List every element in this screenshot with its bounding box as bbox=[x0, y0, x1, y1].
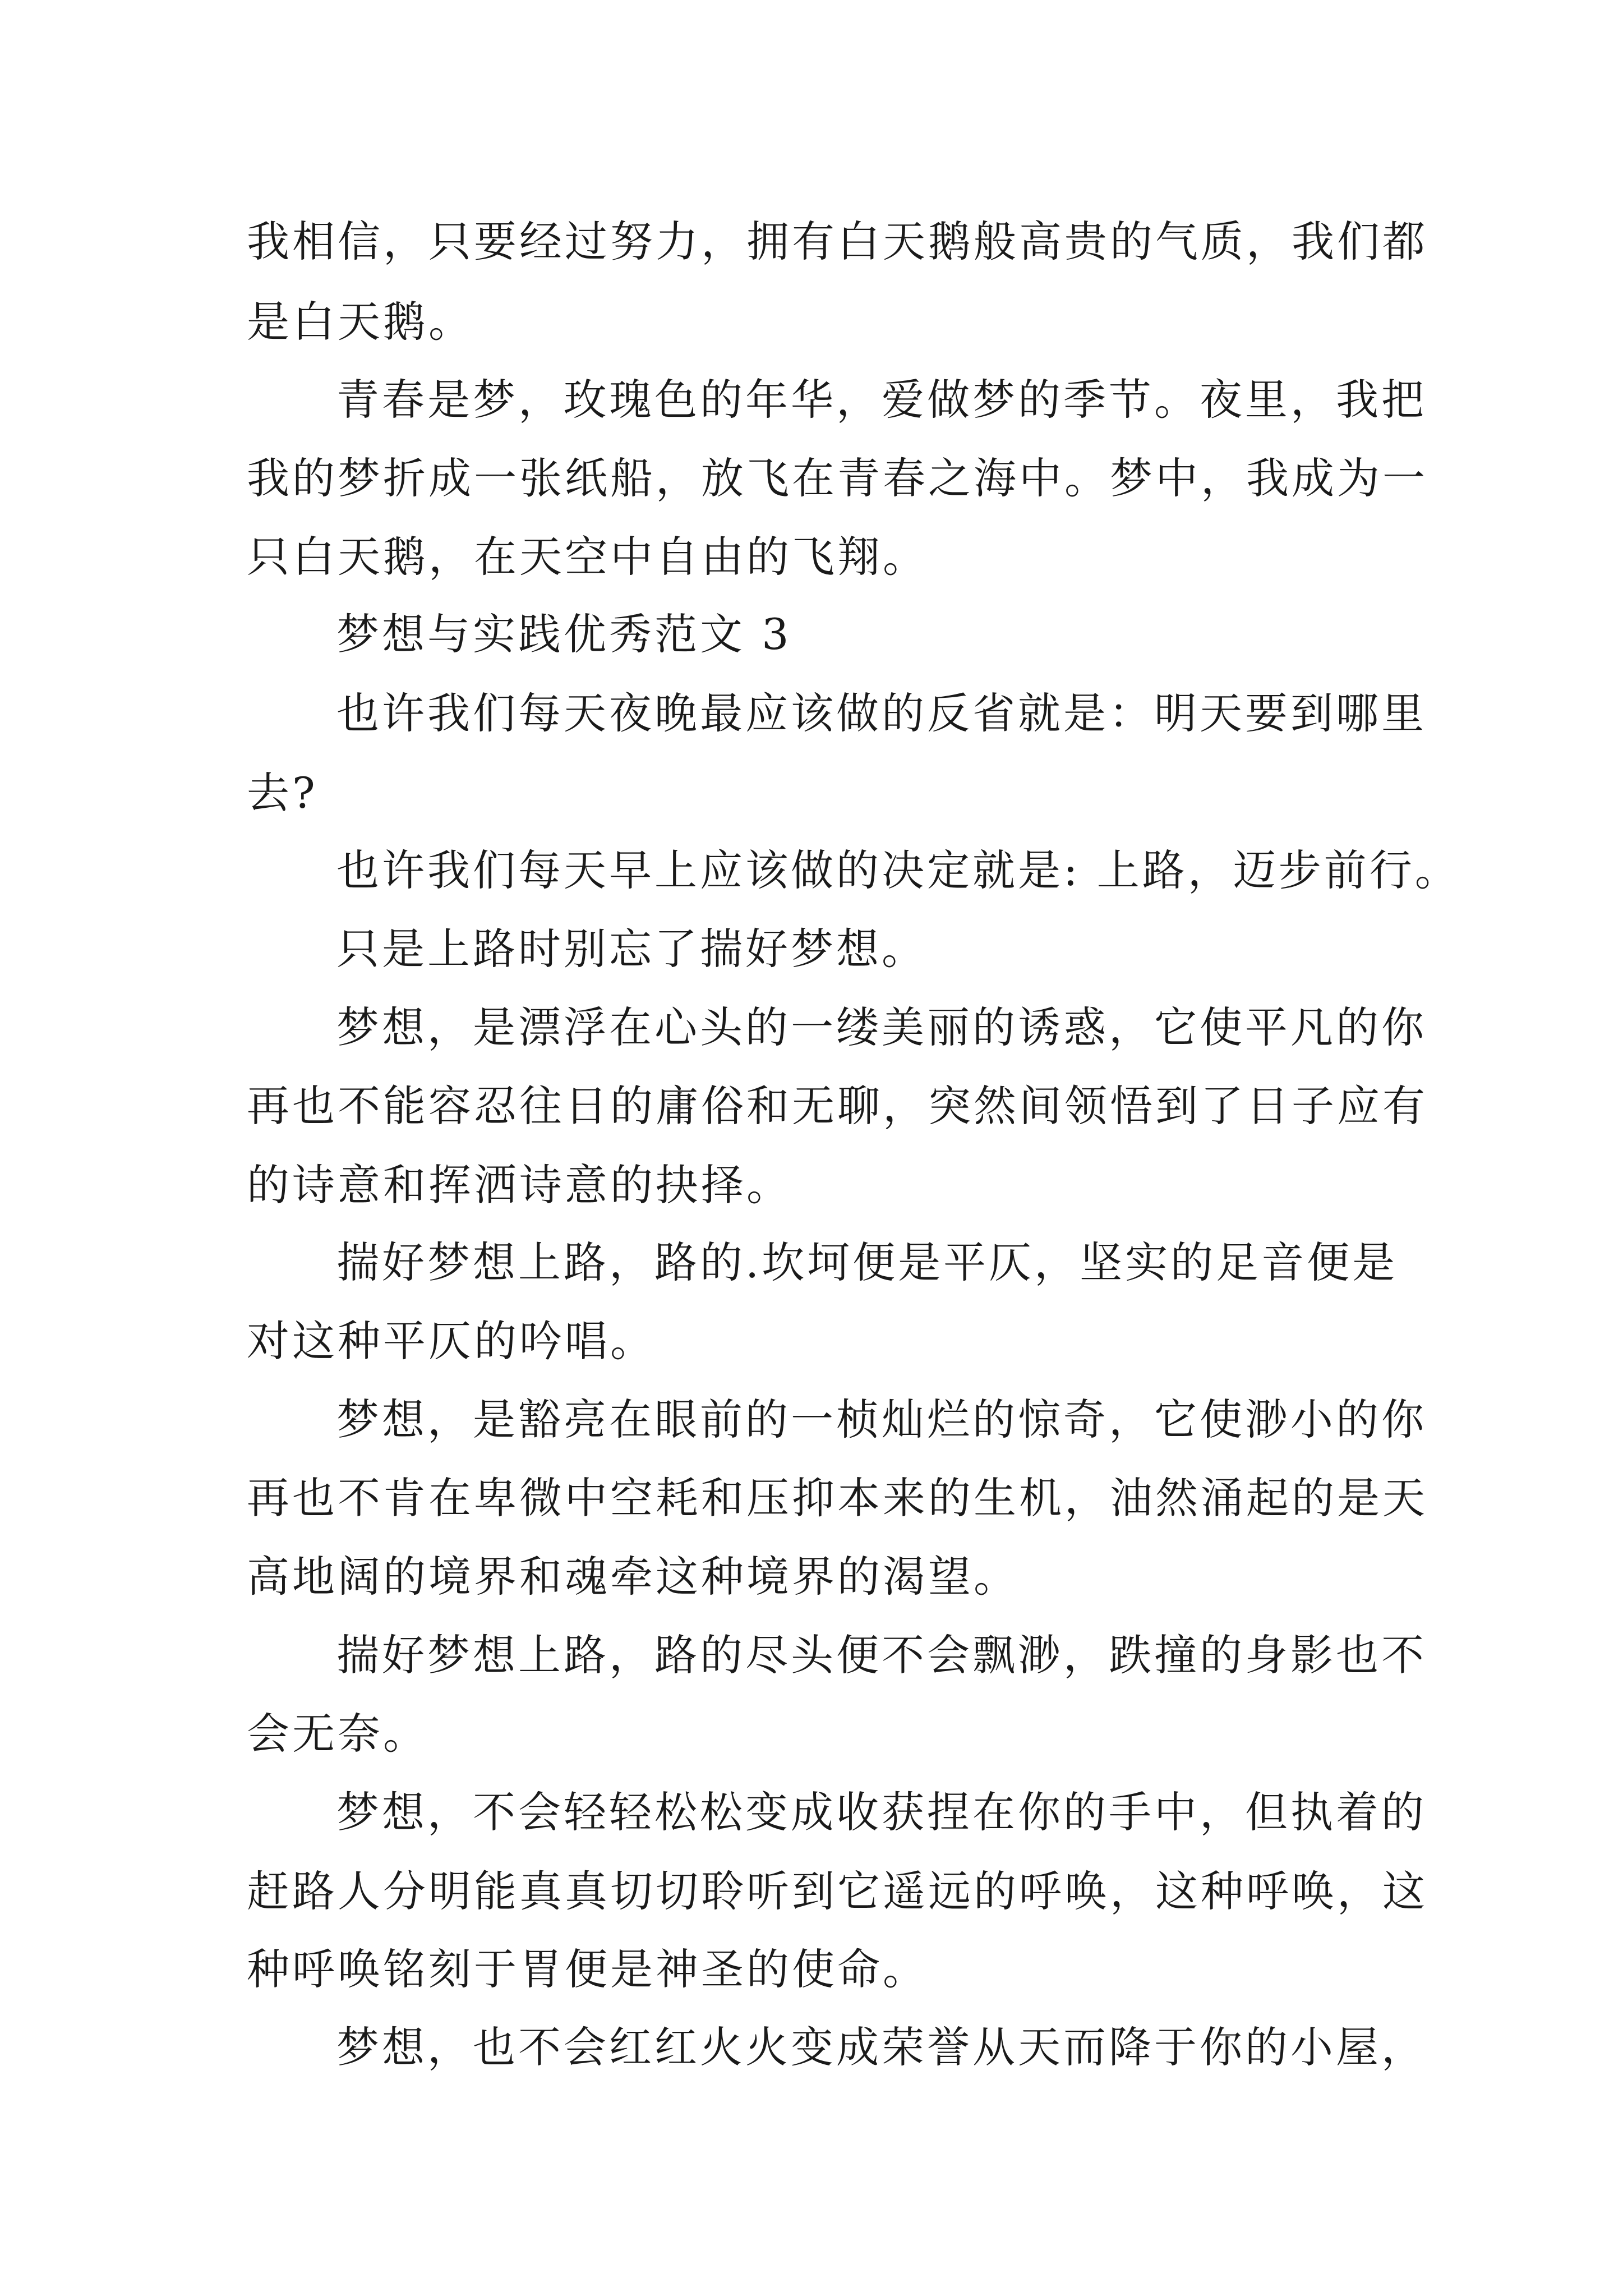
text-line: 梦想，不会轻轻松松变成收获捏在你的手中，但执着的 bbox=[336, 1787, 1427, 1837]
text-line: 只是上路时别忘了揣好梦想。 bbox=[336, 924, 927, 974]
text-line: 梦想，是漂浮在心头的一缕美丽的诱惑，它使平凡的你 bbox=[336, 1002, 1427, 1052]
text-line: 的诗意和挥洒诗意的抉择。 bbox=[247, 1160, 792, 1210]
text-line: 只白天鹅，在天空中自由的飞翔。 bbox=[247, 532, 928, 582]
text-line: 揣好梦想上路，路的尽头便不会飘渺，跌撞的身影也不 bbox=[336, 1630, 1427, 1680]
text-line: 会无奈。 bbox=[247, 1709, 428, 1759]
text-line: 高地阔的境界和魂牵这种境界的渴望。 bbox=[247, 1552, 1019, 1602]
text-line: 去? bbox=[247, 768, 318, 818]
text-line: 种呼唤铭刻于胃便是神圣的使命。 bbox=[247, 1944, 928, 1994]
text-line: 梦想，是豁亮在眼前的一桢灿烂的惊奇，它使渺小的你 bbox=[336, 1395, 1427, 1444]
text-line: 我相信，只要经过努力，拥有白天鹅般高贵的气质，我们都 bbox=[247, 217, 1428, 266]
text-line: 青春是梦，玫瑰色的年华，爱做梦的季节。夜里，我把 bbox=[336, 375, 1427, 425]
text-line: 也许我们每天夜晚最应该做的反省就是：明天要到哪里 bbox=[336, 688, 1427, 738]
text-line: 对这种平仄的吟唱。 bbox=[247, 1316, 656, 1366]
text-line: 是白天鹅。 bbox=[247, 297, 474, 347]
text-line: 梦想，也不会红红火火变成荣誉从天而降于你的小屋， bbox=[336, 2022, 1427, 2072]
text-line: 再也不能容忍往日的庸俗和无聊，突然间领悟到了日子应有 bbox=[247, 1081, 1428, 1131]
section-heading: 梦想与实践优秀范文 3 bbox=[336, 609, 792, 659]
text-line: 揣好梦想上路，路的.坎坷便是平仄，坚实的足音便是 bbox=[336, 1237, 1398, 1287]
text-line: 我的梦折成一张纸船，放飞在青春之海中。梦中，我成为一 bbox=[247, 453, 1428, 503]
text-line: 再也不肯在卑微中空耗和压抑本来的生机，油然涌起的是天 bbox=[247, 1473, 1428, 1523]
text-line: 也许我们每天早上应该做的决定就是: 上路，迈步前行。 bbox=[336, 845, 1460, 895]
text-line: 赶路人分明能真真切切聆听到它遥远的呼唤，这种呼唤，这 bbox=[247, 1866, 1428, 1916]
